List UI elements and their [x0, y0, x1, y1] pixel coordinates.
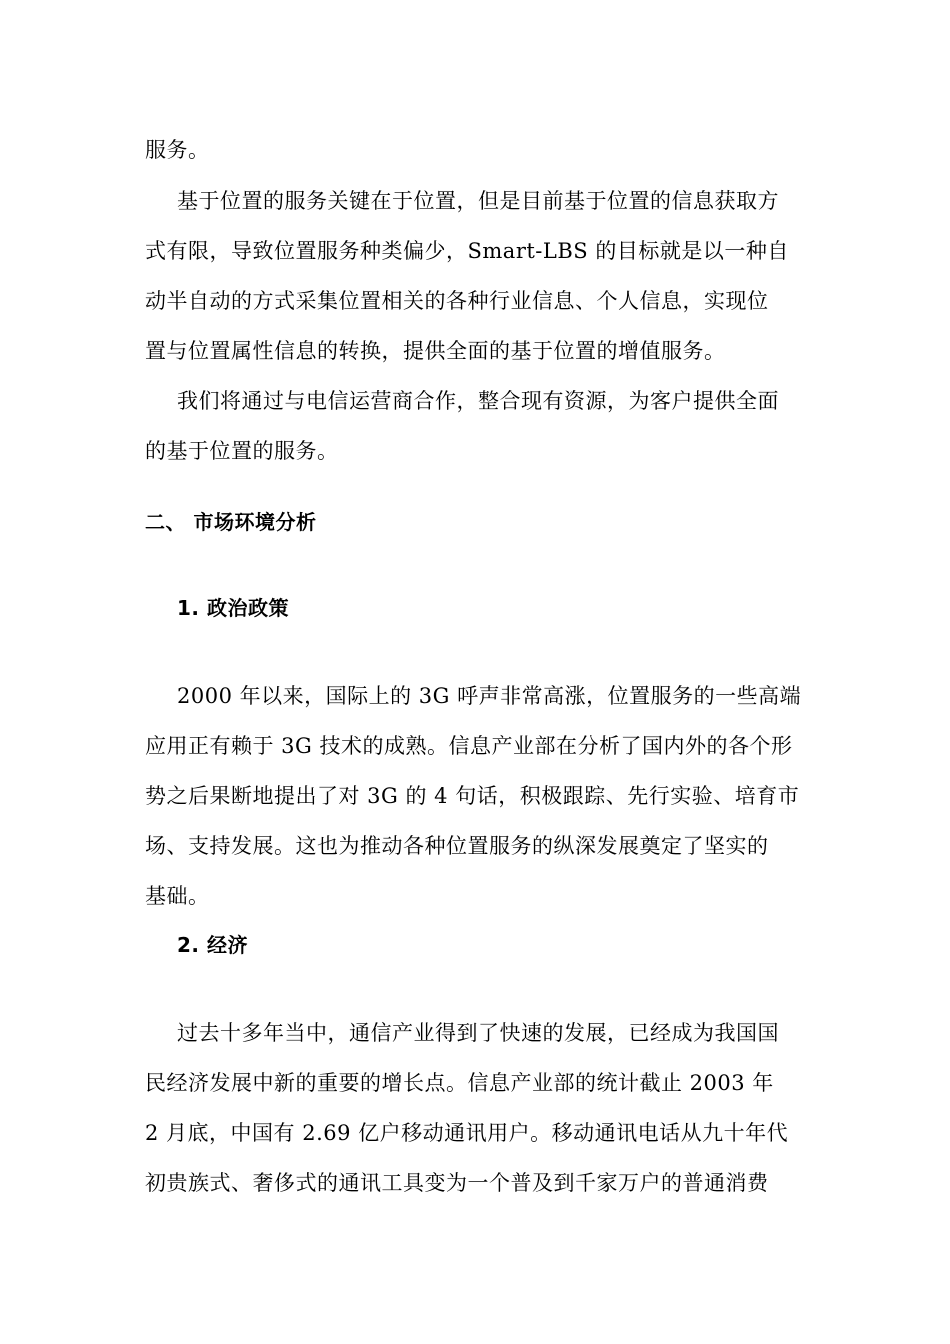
paragraph-line: 服务。	[145, 138, 210, 162]
subsection-heading: 1. 政治政策	[177, 596, 289, 620]
paragraph-line: 式有限，导致位置服务种类偏少，Smart-LBS 的目标就是以一种自	[145, 239, 789, 263]
paragraph-line: 势之后果断地提出了对 3G 的 4 句话，积极跟踪、先行实验、培育市	[145, 784, 800, 808]
paragraph-line: 2000 年以来，国际上的 3G 呼声非常高涨，位置服务的一些高端	[177, 684, 802, 708]
section-heading: 二、 市场环境分析	[145, 510, 317, 534]
paragraph-line: 过去十多年当中，通信产业得到了快速的发展，已经成为我国国	[177, 1021, 779, 1045]
paragraph-line: 2 月底，中国有 2.69 亿户移动通讯用户。移动通讯电话从九十年代	[145, 1121, 789, 1145]
paragraph-line: 民经济发展中新的重要的增长点。信息产业部的统计截止 2003 年	[145, 1071, 774, 1095]
paragraph-line: 场、支持发展。这也为推动各种位置服务的纵深发展奠定了坚实的	[145, 834, 769, 858]
paragraph-line: 置与位置属性信息的转换，提供全面的基于位置的增值服务。	[145, 339, 726, 363]
paragraph-line: 初贵族式、奢侈式的通讯工具变为一个普及到千家万户的普通消费	[145, 1171, 769, 1195]
paragraph-line: 应用正有赖于 3G 技术的成熟。信息产业部在分析了国内外的各个形	[145, 734, 793, 758]
paragraph-line: 的基于位置的服务。	[145, 439, 339, 463]
paragraph-line: 基础。	[145, 884, 210, 908]
subsection-heading: 2. 经济	[177, 933, 248, 957]
paragraph-line: 基于位置的服务关键在于位置，但是目前基于位置的信息获取方	[177, 189, 779, 213]
paragraph-line: 我们将通过与电信运营商合作，整合现有资源，为客户提供全面	[177, 389, 779, 413]
paragraph-line: 动半自动的方式采集位置相关的各种行业信息、个人信息，实现位	[145, 289, 769, 313]
